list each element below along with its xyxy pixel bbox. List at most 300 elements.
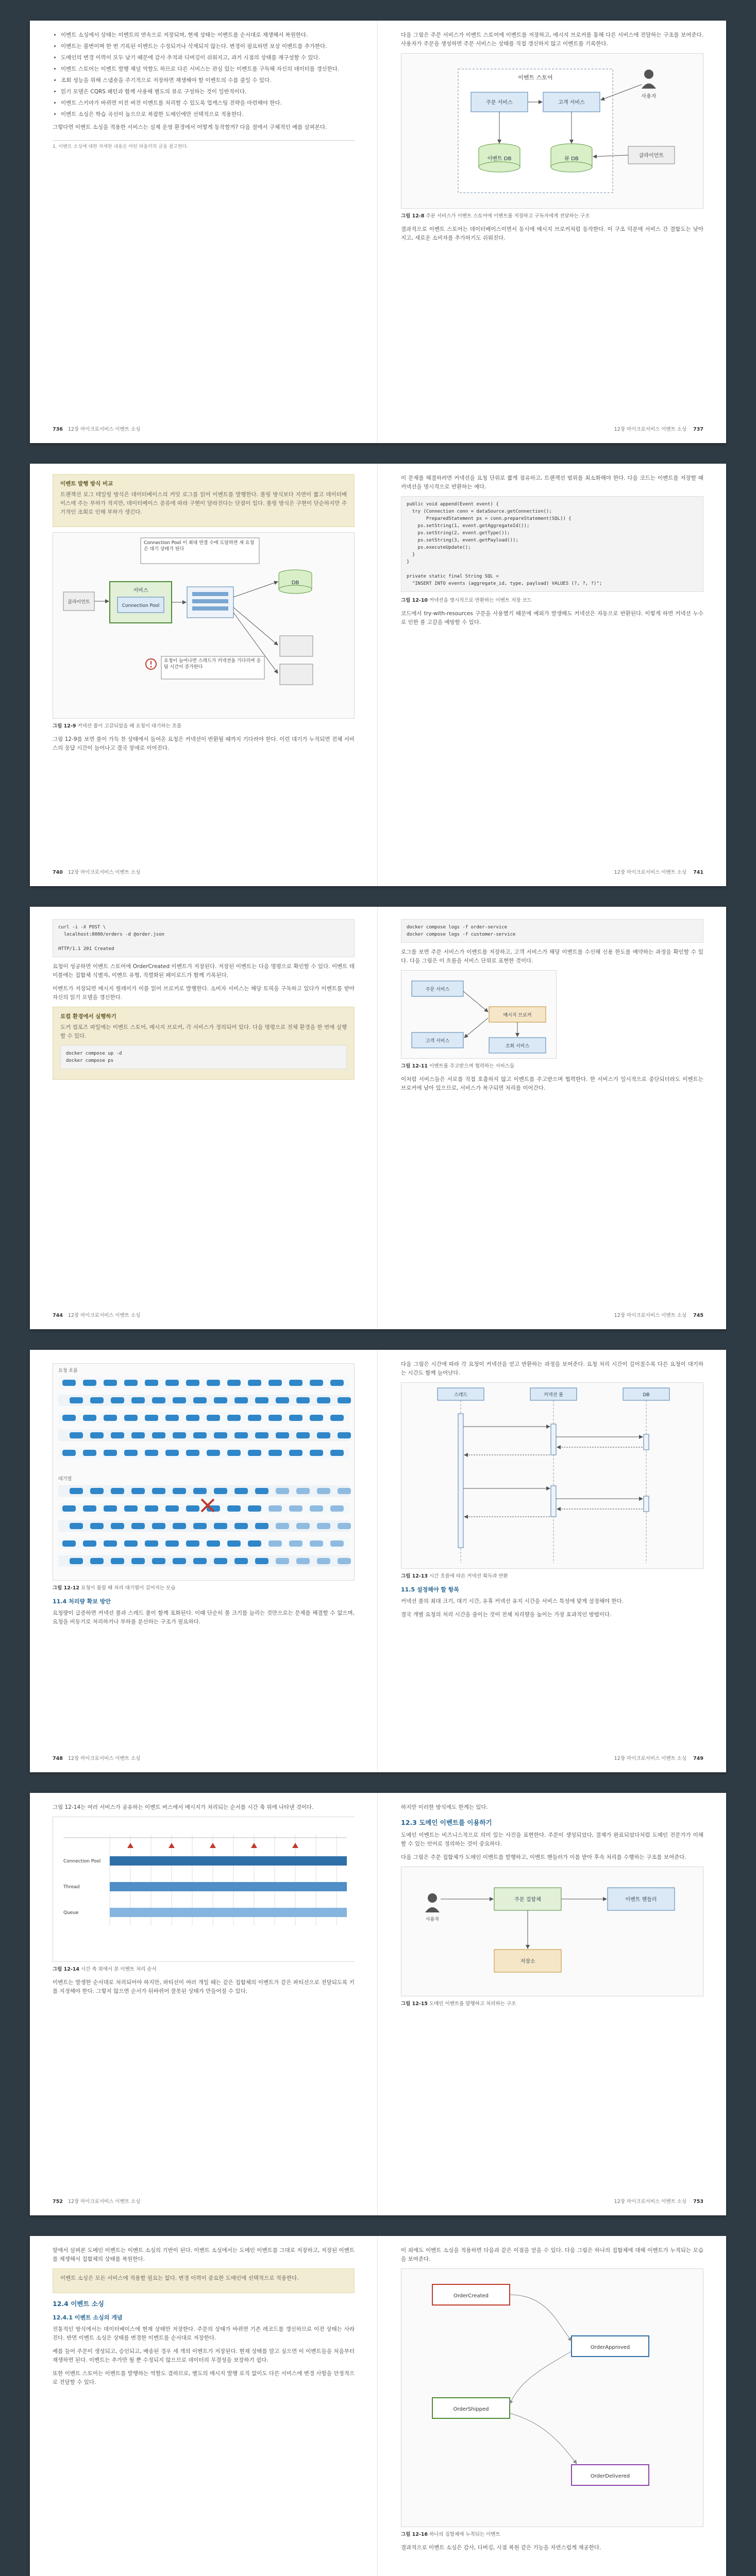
car-icon	[214, 1523, 227, 1529]
car-icon	[83, 1450, 96, 1456]
page-745	[378, 907, 726, 1329]
car-icon	[248, 1415, 261, 1421]
car-icon	[90, 1432, 104, 1438]
figure-caption	[53, 1585, 355, 1592]
caption-number: 그림 12-15	[401, 2001, 428, 2007]
car-icon	[317, 1488, 330, 1494]
code-line: docker compose logs -f customer-service	[407, 932, 516, 937]
running-head: 12장 마이크로서비스 이벤트 소싱	[614, 1756, 687, 1761]
section-heading: 12.4 이벤트 소싱	[53, 2300, 104, 2308]
car-icon	[83, 1415, 96, 1421]
paragraph: 그림 12-14는 여러 서비스가 공유하는 이벤트 버스에서 메시지가 처리되는 순서를 시간 축 위에 나타낸 것이다.	[53, 1804, 314, 1810]
page-folio	[53, 868, 140, 877]
car-icon	[255, 1397, 268, 1403]
car-icon	[255, 1558, 268, 1564]
code-line: "INSERT INTO events (aggregate_id, type, payload) VALUES (?, ?, ?)";	[407, 581, 602, 586]
code-line: ps.setString(3, event.getPayload());	[407, 538, 518, 543]
car-icon	[276, 1523, 289, 1529]
section-heading: 11.5 설정해야 할 항목	[401, 1586, 460, 1593]
car-icon	[193, 1432, 207, 1438]
paragraph: 예를 들어 주문이 생성되고, 승인되고, 배송된 경우 세 개의 이벤트가 저장된다. 현재 상태를 알고 싶으면 이 이벤트들을 처음부터 재생하면 된다. 이벤트는 추가만 될 뿐 수정되지 않으므로 데이터의 무결성을 보장하기 쉽다.	[53, 2348, 355, 2363]
list-item: • 이벤트 소싱은 학습 곡선이 높으므로 복잡한 도메인에만 선택적으로 적용한다.	[61, 110, 355, 119]
car-icon	[173, 1488, 186, 1494]
caption-text: 주문 서비스가 이벤트 스토어에 이벤트를 저장하고 구독자에게 전달하는 구조	[426, 213, 590, 219]
car-icon	[317, 1432, 330, 1438]
car-icon	[276, 1397, 289, 1403]
event-node	[572, 2336, 649, 2357]
caption-text: 시간 흐름에 따른 커넥션 획득과 반환	[429, 1573, 508, 1579]
event-node-label: OrderApproved	[590, 2345, 630, 2350]
page-757	[378, 2236, 726, 2576]
fig-pool: Connection Pool	[122, 603, 160, 608]
car-icon	[193, 1558, 207, 1564]
paragraph: 코드에서 try-with-resources 구문을 사용했기 때문에 예외가 발생해도 커넥션은 자동으로 반환된다. 이렇게 하면 커넥션 누수로 인한 풀 고갈을 예방할 수 있다.	[401, 611, 703, 625]
paragraph: 도메인 이벤트는 비즈니스적으로 의미 있는 사건을 표현한다. 주문이 생성되었다, 결제가 완료되었다처럼 도메인 전문가가 이해할 수 있는 언어로 정의하는 것이 중요하다.	[401, 1832, 703, 1847]
running-head: 12장 마이크로서비스 이벤트 소싱	[68, 1756, 141, 1761]
car-icon	[124, 1380, 138, 1386]
caption-number: 그림 12-10	[401, 598, 428, 603]
code-line: docker compose up -d	[66, 1051, 122, 1056]
paragraph: 이벤트가 저장되면 메시지 릴레이가 이를 읽어 브로커로 발행한다. 소비자 서비스는 해당 토픽을 구독하고 있다가 이벤트를 받아 자신의 읽기 모델을 갱신한다.	[53, 986, 355, 1001]
code-line: }	[407, 560, 410, 565]
caption-number: 그림 12-16	[401, 2532, 428, 2537]
fig-lane-c: Queue	[63, 1910, 79, 1916]
connection-pool-figure	[53, 532, 355, 719]
list-item: • 이벤트는 불변이며 한 번 기록된 이벤트는 수정되거나 삭제되지 않는다. 변경이 필요하면 보상 이벤트를 추가한다.	[61, 42, 355, 51]
code-block	[53, 919, 355, 957]
traffic-queue-figure	[53, 1363, 355, 1581]
code-line: ps.setString(2, event.getType());	[407, 531, 510, 536]
car-icon	[131, 1488, 145, 1494]
fig-agg: 주문 집합체	[514, 1897, 541, 1903]
car-icon	[62, 1505, 76, 1512]
caption-text: 이벤트를 주고받으며 협력하는 서비스들	[429, 1063, 515, 1069]
car-icon	[90, 1397, 104, 1403]
page-folio	[614, 1311, 703, 1320]
car-icon	[145, 1415, 158, 1421]
car-icon	[173, 1523, 186, 1529]
car-icon	[111, 1523, 124, 1529]
car-icon	[214, 1432, 227, 1438]
car-icon	[124, 1505, 138, 1512]
car-icon	[234, 1558, 248, 1564]
fig-handler: 이벤트 핸들러	[625, 1897, 657, 1903]
note-title: 이벤트 발행 방식 비교	[60, 481, 113, 487]
paragraph: 이처럼 서비스들은 서로를 직접 호출하지 않고 이벤트를 주고받으며 협력한다. 한 서비스가 일시적으로 중단되더라도 이벤트는 브로커에 남아 있으므로, 서비스가 복구되면 처리를 이어간다.	[401, 1076, 703, 1091]
car-icon	[207, 1450, 220, 1456]
page-number: 752	[53, 2199, 63, 2205]
car-icon	[90, 1523, 104, 1529]
note-text: 이벤트 소싱은 모든 서비스에 적용할 필요는 없다. 변경 이력이 중요한 도메인에 선택적으로 적용한다.	[60, 2275, 299, 2281]
caption-number: 그림 12-9	[53, 723, 76, 729]
car-icon	[214, 1488, 227, 1494]
car-icon	[83, 1540, 96, 1547]
car-icon	[330, 1415, 344, 1421]
note-title: 로컬 환경에서 실행하기	[60, 1013, 116, 1020]
event-node	[432, 2398, 510, 2418]
fig-db: DB	[291, 580, 299, 586]
car-icon	[62, 1450, 76, 1456]
car-icon	[193, 1488, 207, 1494]
car-icon	[207, 1380, 220, 1386]
car-icon	[152, 1523, 165, 1529]
car-icon	[124, 1415, 138, 1421]
car-icon	[227, 1380, 241, 1386]
page-752	[30, 1793, 378, 2215]
car-icon	[214, 1558, 227, 1564]
car-icon	[70, 1523, 83, 1529]
caption-number: 그림 12-8	[401, 213, 425, 219]
paragraph: 커넥션 풀의 최대 크기, 대기 시간, 유휴 커넥션 유지 시간을 서비스 특성에 맞게 설정해야 한다.	[401, 1598, 624, 1604]
architecture-figure	[401, 53, 703, 209]
car-icon	[330, 1380, 344, 1386]
fig-d: 조회 서비스	[505, 1044, 530, 1049]
car-icon	[104, 1380, 117, 1386]
car-icon	[248, 1540, 261, 1547]
caption-number: 그림 12-11	[401, 1063, 428, 1069]
car-icon	[296, 1523, 310, 1529]
note-text: 트랜잭션 로그 테일링 방식은 데이터베이스의 커밋 로그를 읽어 이벤트를 발행한다. 폴링 방식보다 지연이 짧고 데이터베이스에 주는 부하가 적지만, 데이터베이스 종류에 따라 구현이 달라진다는 단점이 있다. 폴링 방식은 구현이 단순하지만 주기적인 조회로 인해 부하가 생긴다.	[60, 492, 347, 515]
fig-b: 메시지 브로커	[503, 1013, 532, 1018]
paragraph: 전통적인 방식에서는 데이터베이스에 현재 상태만 저장한다. 주문의 상태가 바뀌면 기존 레코드를 갱신하므로 이전 상태는 사라진다. 반면 이벤트 소싱은 상태를 변경한 이벤트를 순서대로 저장한다.	[53, 2326, 355, 2341]
figure-caption	[401, 1573, 703, 1580]
fig-callout-top: Connection Pool 이 최대 연결 수에 도달하면 새 요청은 대기 상태가 된다	[144, 540, 255, 552]
car-icon	[227, 1415, 241, 1421]
page-folio	[53, 425, 140, 434]
code-line: HTTP/1.1 201 Created	[58, 946, 114, 952]
car-icon	[104, 1415, 117, 1421]
car-icon	[131, 1432, 145, 1438]
paragraph: 다음 그림은 시간에 따라 각 요청이 커넥션을 얻고 반환하는 과정을 보여준다. 요청 처리 시간이 길어질수록 다른 요청이 대기하는 시간도 함께 늘어난다.	[401, 1361, 703, 1376]
car-icon	[165, 1505, 179, 1512]
car-icon	[152, 1432, 165, 1438]
page-740	[30, 464, 378, 886]
page-number: 740	[53, 870, 63, 875]
car-icon	[338, 1432, 351, 1438]
list-item: • 이벤트 스키마가 바뀌면 이전 버전 이벤트를 처리할 수 있도록 업캐스팅 전략을 마련해야 한다.	[61, 99, 355, 108]
car-icon	[289, 1415, 303, 1421]
note-text: 도커 컴포즈 파일에는 이벤트 스토어, 메시지 브로커, 각 서비스가 정의되어 있다. 다음 명령으로 전체 환경을 한 번에 실행할 수 있다.	[60, 1024, 347, 1039]
page-number: 736	[53, 427, 63, 432]
page-folio	[53, 2197, 140, 2206]
caption-number: 그림 12-13	[401, 1573, 428, 1579]
page-748	[30, 1350, 378, 1772]
book-spread-5	[30, 1793, 726, 2215]
car-icon	[310, 1540, 323, 1547]
figure-caption	[401, 213, 703, 220]
paragraph: 이 문제를 해결하려면 커넥션을 요청 단위로 짧게 점유하고, 트랜잭션 범위를 최소화해야 한다. 다음 코드는 이벤트를 저장할 때 커넥션을 명시적으로 반환하는 예다.	[401, 475, 703, 490]
paragraph: 이 외에도 이벤트 소싱을 적용하면 다음과 같은 이점을 얻을 수 있다. 다음 그림은 하나의 집합체에 대해 이벤트가 누적되는 모습을 보여준다.	[401, 2247, 703, 2262]
caption-text: 커넥션 풀이 고갈되었을 때 요청이 대기하는 흐름	[77, 723, 182, 729]
car-icon	[111, 1397, 124, 1403]
code-line: ps.setString(1, event.getAggregateId());	[407, 523, 530, 529]
fig-lane-b: Thread	[63, 1885, 80, 1890]
car-icon	[296, 1397, 310, 1403]
car-icon	[145, 1450, 158, 1456]
code-line: public void append(Event event) {	[407, 502, 499, 507]
caption-text: 커넥션을 명시적으로 반환하는 이벤트 저장 코드	[429, 598, 532, 603]
paragraph: 앞에서 살펴본 도메인 이벤트는 이벤트 소싱의 기반이 된다. 이벤트 소싱에서는 도메인 이벤트를 그대로 저장하고, 저장된 이벤트를 재생해서 집합체의 상태를 복원한다.	[53, 2247, 355, 2262]
car-icon	[289, 1450, 303, 1456]
car-icon	[255, 1488, 268, 1494]
running-head: 12장 마이크로서비스 이벤트 소싱	[68, 427, 141, 432]
fig-col-b: 커넥션 풀	[544, 1393, 563, 1398]
figure-caption	[401, 2531, 703, 2538]
car-icon	[70, 1558, 83, 1564]
running-head: 12장 마이크로서비스 이벤트 소싱	[614, 2199, 687, 2205]
service-collab-figure	[401, 970, 557, 1059]
car-icon	[186, 1380, 199, 1386]
running-head: 12장 마이크로서비스 이벤트 소싱	[614, 1313, 687, 1318]
car-icon	[111, 1558, 124, 1564]
page-folio	[614, 868, 703, 877]
car-icon	[104, 1450, 117, 1456]
car-icon	[173, 1558, 186, 1564]
car-icon	[165, 1415, 179, 1421]
car-icon	[104, 1505, 117, 1512]
paragraph: 결과적으로 이벤트 소싱은 감사, 디버깅, 시점 복원 같은 기능을 자연스럽게 제공한다.	[401, 2545, 601, 2551]
page-736	[30, 21, 378, 443]
fig-lane-b: 대기열	[58, 1477, 72, 1482]
fig-service: 서비스	[133, 588, 148, 594]
fig-repo: 저장소	[520, 1959, 535, 1964]
car-icon	[234, 1488, 248, 1494]
lane-row	[58, 1538, 349, 1549]
list-item: • 이벤트 스토어는 이벤트 발행 채널 역할도 하므로 다른 서비스는 관심 있는 이벤트를 구독해 자신의 데이터를 갱신한다.	[61, 65, 355, 74]
note-box	[53, 474, 355, 527]
domain-event-figure	[401, 1867, 703, 1996]
car-icon	[173, 1397, 186, 1403]
car-icon	[234, 1523, 248, 1529]
figure-caption	[401, 1063, 703, 1070]
car-icon	[186, 1415, 199, 1421]
caption-text: 시간 축 위에서 본 이벤트 처리 순서	[81, 1967, 157, 1972]
car-icon	[90, 1488, 104, 1494]
car-icon	[70, 1432, 83, 1438]
car-icon	[268, 1450, 282, 1456]
car-icon	[145, 1540, 158, 1547]
event-node-label: OrderShipped	[453, 2406, 489, 2412]
paragraph: 하지만 이러한 방식에도 한계는 있다.	[401, 1804, 488, 1810]
paragraph: 결국 개별 요청의 처리 시간을 줄이는 것이 전체 처리량을 높이는 가장 효과적인 방법이다.	[401, 1612, 612, 1618]
car-icon	[268, 1540, 282, 1547]
car-icon	[330, 1540, 344, 1547]
car-icon	[255, 1523, 268, 1529]
book-spread-3	[30, 907, 726, 1329]
event-stream-figure	[401, 2268, 703, 2527]
page-744	[30, 907, 378, 1329]
figure-caption	[401, 597, 703, 604]
page-folio	[53, 1311, 140, 1320]
book-spread-1	[30, 21, 726, 443]
caption-number: 그림 12-14	[53, 1967, 80, 1972]
car-icon	[289, 1540, 303, 1547]
car-icon	[296, 1558, 310, 1564]
car-icon	[289, 1380, 303, 1386]
section-heading: 11.4 처리량 확보 방안	[53, 1598, 111, 1605]
fig-col-a: 스레드	[453, 1393, 468, 1398]
running-head: 12장 마이크로서비스 이벤트 소싱	[614, 870, 687, 875]
car-icon	[145, 1380, 158, 1386]
car-icon	[124, 1450, 138, 1456]
figure-caption	[401, 2001, 703, 2008]
car-icon	[317, 1397, 330, 1403]
car-icon	[186, 1540, 199, 1547]
page-number: 744	[53, 1313, 63, 1318]
fig-svc-a: 주문 서비스	[486, 100, 513, 106]
page-756	[30, 2236, 378, 2576]
fig-lane-a: Connection Pool	[63, 1859, 101, 1864]
paragraph: 요청량이 급증하면 커넥션 풀과 스레드 풀이 함께 포화된다. 이때 단순히 풀 크기를 늘리는 것만으로는 문제를 해결할 수 없으며, 요청을 비동기로 처리하거나 부하를 분산하는 구조가 필요하다.	[53, 1610, 355, 1625]
fig-c: 고객 서비스	[425, 1039, 450, 1044]
event-node	[572, 2465, 649, 2485]
running-head: 12장 마이크로서비스 이벤트 소싱	[68, 870, 141, 875]
car-icon	[296, 1488, 310, 1494]
fig-client: 클라이언트	[639, 153, 664, 159]
car-icon	[83, 1505, 96, 1512]
car-icon	[193, 1397, 207, 1403]
timeline-figure	[53, 1817, 355, 1962]
car-icon	[248, 1450, 261, 1456]
paragraph: 다음 그림은 주문 서비스가 이벤트 스토어에 이벤트를 저장하고, 메시지 브로커를 통해 다른 서비스에 전달하는 구조를 보여준다. 사용자가 주문을 생성하면 주문 서비스는 상태를 직접 갱신하지 않고 이벤트를 기록한다.	[401, 32, 703, 47]
car-icon	[173, 1432, 186, 1438]
car-icon	[214, 1397, 227, 1403]
car-icon	[131, 1523, 145, 1529]
code-line: try (Connection conn = dataSource.getConnection();	[407, 509, 552, 514]
page-folio	[53, 1754, 140, 1763]
paragraph: 또한 이벤트 스토어는 이벤트를 발행하는 역할도 겸하므로, 별도의 메시지 발행 로직 없이도 다른 서비스에 변경 사항을 안정적으로 전달할 수 있다.	[53, 2370, 355, 2385]
car-icon	[268, 1415, 282, 1421]
figure-caption	[53, 1966, 355, 1973]
car-icon	[338, 1558, 351, 1564]
section-heading: 12.3 도메인 이벤트를 이용하기	[401, 1819, 492, 1826]
car-icon	[227, 1450, 241, 1456]
page-753	[378, 1793, 726, 2215]
page-749	[378, 1350, 726, 1772]
car-icon	[330, 1450, 344, 1456]
paragraph: 이벤트는 발생한 순서대로 처리되어야 하지만, 파티션이 여러 개일 때는 같은 집합체의 이벤트가 같은 파티션으로 전달되도록 키를 지정해야 한다. 그렇지 않으면 순서가 뒤바뀌어 잘못된 상태가 만들어질 수 있다.	[53, 1979, 355, 1994]
code-block	[401, 919, 703, 943]
fig-col-c: DB	[643, 1393, 650, 1398]
car-icon	[338, 1488, 351, 1494]
page-number: 737	[693, 427, 703, 432]
car-icon	[131, 1397, 145, 1403]
car-icon	[317, 1558, 330, 1564]
car-icon	[145, 1505, 158, 1512]
event-node-label: OrderDelivered	[590, 2473, 630, 2479]
car-icon	[90, 1558, 104, 1564]
car-icon	[338, 1397, 351, 1403]
fig-box-title: 이벤트 스토어	[518, 74, 553, 81]
page-number: 741	[693, 870, 703, 875]
code-line: }	[407, 552, 415, 557]
code-line: curl -i -X POST \	[58, 925, 106, 930]
code-line: docker compose ps	[66, 1058, 114, 1063]
car-icon	[330, 1505, 344, 1512]
car-icon	[234, 1432, 248, 1438]
code-line: localhost:8080/orders -d @order.json	[58, 932, 164, 937]
fig-store-a: 이벤트 DB	[487, 156, 512, 162]
subsection-heading: 12.4.1 이벤트 소싱의 개념	[53, 2314, 123, 2321]
car-icon	[276, 1432, 289, 1438]
page-number: 748	[53, 1756, 63, 1761]
car-icon	[62, 1540, 76, 1547]
page-folio	[614, 2197, 703, 2206]
fig-user: 사용자	[641, 94, 657, 99]
car-icon	[338, 1523, 351, 1529]
car-icon	[255, 1432, 268, 1438]
note-code-block	[60, 1045, 347, 1069]
car-icon	[62, 1415, 76, 1421]
car-icon	[234, 1397, 248, 1403]
footnote: 1. 이벤트 소싱에 대한 자세한 내용은 마틴 파울러의 글을 참고한다.	[53, 140, 355, 151]
car-icon	[268, 1380, 282, 1386]
book-spread-4	[30, 1350, 726, 1772]
figure-caption	[53, 723, 355, 730]
sequence-figure	[401, 1382, 703, 1569]
car-icon	[152, 1397, 165, 1403]
car-icon	[310, 1505, 323, 1512]
fig-callout-bottom: 요청이 늘어나면 스레드가 커넥션을 기다리며 응답 시간이 증가한다	[164, 658, 261, 670]
car-icon	[131, 1558, 145, 1564]
car-icon	[186, 1450, 199, 1456]
car-icon	[227, 1540, 241, 1547]
car-icon	[70, 1397, 83, 1403]
car-icon	[296, 1432, 310, 1438]
running-head: 12장 마이크로서비스 이벤트 소싱	[614, 427, 687, 432]
running-head: 12장 마이크로서비스 이벤트 소싱	[68, 1313, 141, 1318]
paragraph: 결과적으로 이벤트 스토어는 데이터베이스이면서 동시에 메시지 브로커처럼 동작한다. 이 구조 덕분에 서비스 간 결합도는 낮아지고, 새로운 소비자를 추가하기도 쉬워진다.	[401, 226, 703, 241]
car-icon	[276, 1558, 289, 1564]
car-icon	[124, 1540, 138, 1547]
caption-text: 도메인 이벤트를 발행하고 처리하는 구조	[429, 2001, 516, 2007]
car-icon	[193, 1523, 207, 1529]
lane-row	[58, 1412, 349, 1423]
code-line: private static final String SQL =	[407, 574, 499, 579]
page-number: 753	[693, 2199, 703, 2205]
book-spread-6	[30, 2236, 726, 2576]
car-icon	[227, 1505, 241, 1512]
fig-a: 주문 서비스	[425, 987, 450, 992]
car-icon	[310, 1380, 323, 1386]
car-icon	[62, 1380, 76, 1386]
fig-svc-b: 고객 서비스	[558, 100, 585, 106]
car-icon	[165, 1380, 179, 1386]
page-737	[378, 21, 726, 443]
car-icon	[104, 1540, 117, 1547]
lane-row	[58, 1447, 349, 1459]
page-741	[378, 464, 726, 886]
code-line: ps.executeUpdate();	[407, 545, 471, 550]
car-icon	[268, 1505, 282, 1512]
paragraph: 요청이 성공하면 이벤트 스토어에 OrderCreated 이벤트가 저장된다. 저장된 이벤트는 다음 명령으로 확인할 수 있다. 이벤트 테이블에는 집합체 식별자, 이벤트 유형, 직렬화된 페이로드가 함께 기록된다.	[53, 963, 355, 978]
code-line: PreparedStatement ps = conn.prepareStatement(SQL)) {	[407, 516, 572, 521]
page-folio	[614, 425, 703, 434]
car-icon	[310, 1415, 323, 1421]
car-icon	[152, 1558, 165, 1564]
paragraph: 로그를 보면 주문 서비스가 이벤트를 저장하고, 고객 서비스가 해당 이벤트를 수신해 신용 한도를 예약하는 과정을 확인할 수 있다. 다음 그림은 이 흐름을 서비스 단위로 표현한 것이다.	[401, 949, 703, 964]
event-node-label: OrderCreated	[453, 2293, 489, 2299]
paragraph: 그림 12-9를 보면 풀이 가득 찬 상태에서 들어온 요청은 커넥션이 반환될 때까지 기다려야 한다. 이런 대기가 누적되면 전체 서비스의 응답 시간이 늘어나고 결국 장애로 이어진다.	[53, 736, 355, 751]
list-item: • 이벤트 소싱에서 상태는 이벤트의 연속으로 저장되며, 현재 상태는 이벤트를 순서대로 재생해서 복원한다.	[61, 31, 355, 40]
bullet-list	[53, 31, 355, 119]
car-icon	[207, 1415, 220, 1421]
car-icon	[276, 1488, 289, 1494]
caption-text: 요청이 몰릴 때 처리 대기열이 길어지는 모습	[81, 1585, 176, 1591]
note-box	[53, 2268, 355, 2293]
caption-text: 하나의 집합체에 누적되는 이벤트	[429, 2532, 500, 2537]
car-icon	[165, 1540, 179, 1547]
